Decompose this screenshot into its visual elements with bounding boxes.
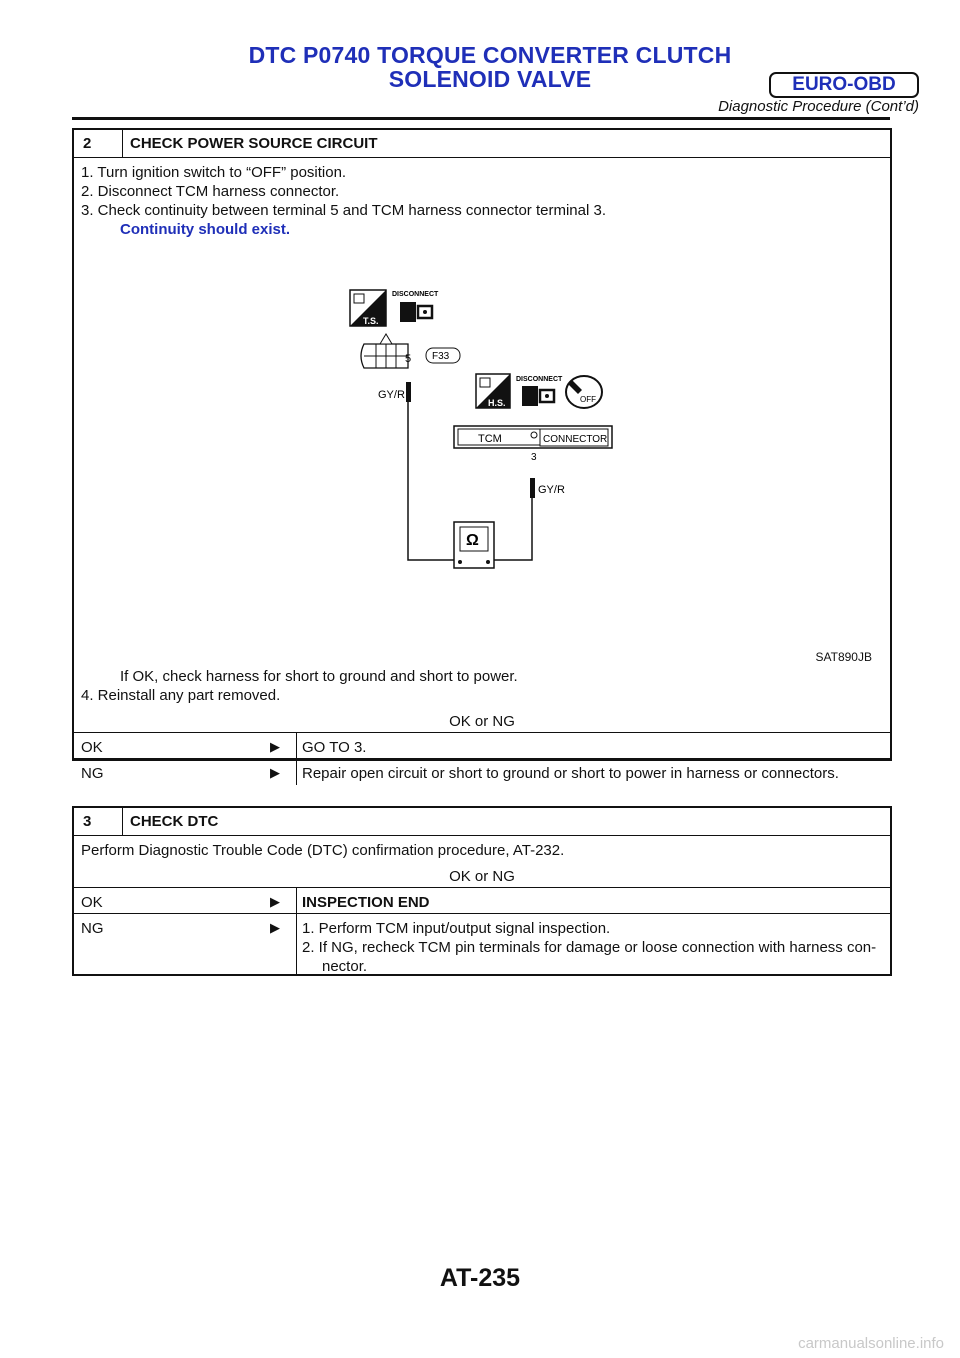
- dtc-confirmation-text: Perform Diagnostic Trouble Code (DTC) confirmation procedure, AT-232.: [81, 842, 565, 859]
- result-row-ok: OK ▶ GO TO 3.: [74, 732, 890, 759]
- ohmmeter-icon: [454, 522, 494, 568]
- play-arrow-icon: ▶: [270, 739, 280, 754]
- result-row-ng: NG ▶ Repair open circuit or short to ground or short to power in harness or connectors.: [74, 758, 890, 785]
- ok-or-ng-label: OK or NG: [449, 868, 515, 885]
- section-number: 2: [74, 130, 123, 157]
- figure-reference: SAT890JB: [815, 650, 872, 664]
- section-title: CHECK DTC: [130, 813, 219, 830]
- hs-label: H.S.: [488, 398, 506, 408]
- play-arrow-icon: ▶: [270, 920, 280, 935]
- section-3-box: [72, 806, 892, 976]
- hs-icon: [476, 374, 510, 408]
- ignition-key-icon: [566, 376, 602, 408]
- result-row-ok: OK ▶ INSPECTION END: [74, 887, 890, 914]
- page-title: DTC P0740 TORQUE CONVERTER CLUTCH SOLENOID VALVE: [248, 42, 732, 92]
- off-label: OFF: [580, 395, 596, 404]
- connector-f33: [361, 334, 460, 368]
- header-rule: [72, 117, 890, 120]
- ok-or-ng-label: OK or NG: [449, 713, 515, 730]
- step-3: 3. Check continuity between terminal 5 and TCM harness connector terminal 3.: [81, 202, 606, 219]
- tcm-label: TCM: [478, 433, 502, 445]
- page-number: AT-235: [439, 1264, 521, 1292]
- step-4: 4. Reinstall any part removed.: [81, 687, 281, 704]
- step-1: 1. Turn ignition switch to “OFF” position.: [81, 164, 347, 181]
- section-2-header: [74, 130, 890, 158]
- wire-label-a: GY/R: [378, 389, 405, 401]
- after-check-note: If OK, check harness for short to ground and short to power.: [120, 668, 518, 685]
- continuity-note: Continuity should exist.: [120, 221, 291, 238]
- connector-label: CONNECTOR: [543, 434, 608, 445]
- section-number: 3: [74, 808, 123, 835]
- ts-icon: [350, 290, 386, 326]
- disconnect-label-2: DISCONNECT: [516, 376, 563, 383]
- play-arrow-icon: ▶: [270, 765, 280, 780]
- section-3-body: [74, 836, 890, 888]
- ts-label: T.S.: [363, 316, 379, 326]
- terminal-5-label: 5: [405, 353, 412, 365]
- result-row-ng: NG ▶ 1. Perform TCM input/output signal inspection. 2. If NG, recheck TCM pin terminals for damage or loose connection with harness con- nector.: [74, 913, 890, 975]
- footer-watermark[interactable]: carmanualsonline.info: [798, 1335, 944, 1352]
- step-2: 2. Disconnect TCM harness connector.: [81, 183, 340, 200]
- connector-id: F33: [432, 351, 450, 362]
- disconnect-plug-icon: [400, 302, 432, 322]
- play-arrow-icon: ▶: [270, 894, 280, 909]
- disconnect-plug-icon-2: [522, 386, 554, 406]
- disconnect-label-1: DISCONNECT: [392, 291, 439, 298]
- wire-label-b: GY/R: [538, 484, 565, 496]
- section-2-results: [74, 732, 890, 782]
- section-3-header: [74, 808, 890, 836]
- continuity-diagram: [340, 282, 670, 582]
- ohm-symbol: Ω: [466, 532, 479, 549]
- terminal-3-label: 3: [531, 452, 537, 463]
- section-title: CHECK POWER SOURCE CIRCUIT: [130, 135, 378, 152]
- page-subtitle: Diagnostic Procedure (Cont’d): [718, 98, 919, 115]
- tcm-connector: [454, 426, 612, 463]
- euro-obd-badge: EURO-OBD: [769, 72, 919, 98]
